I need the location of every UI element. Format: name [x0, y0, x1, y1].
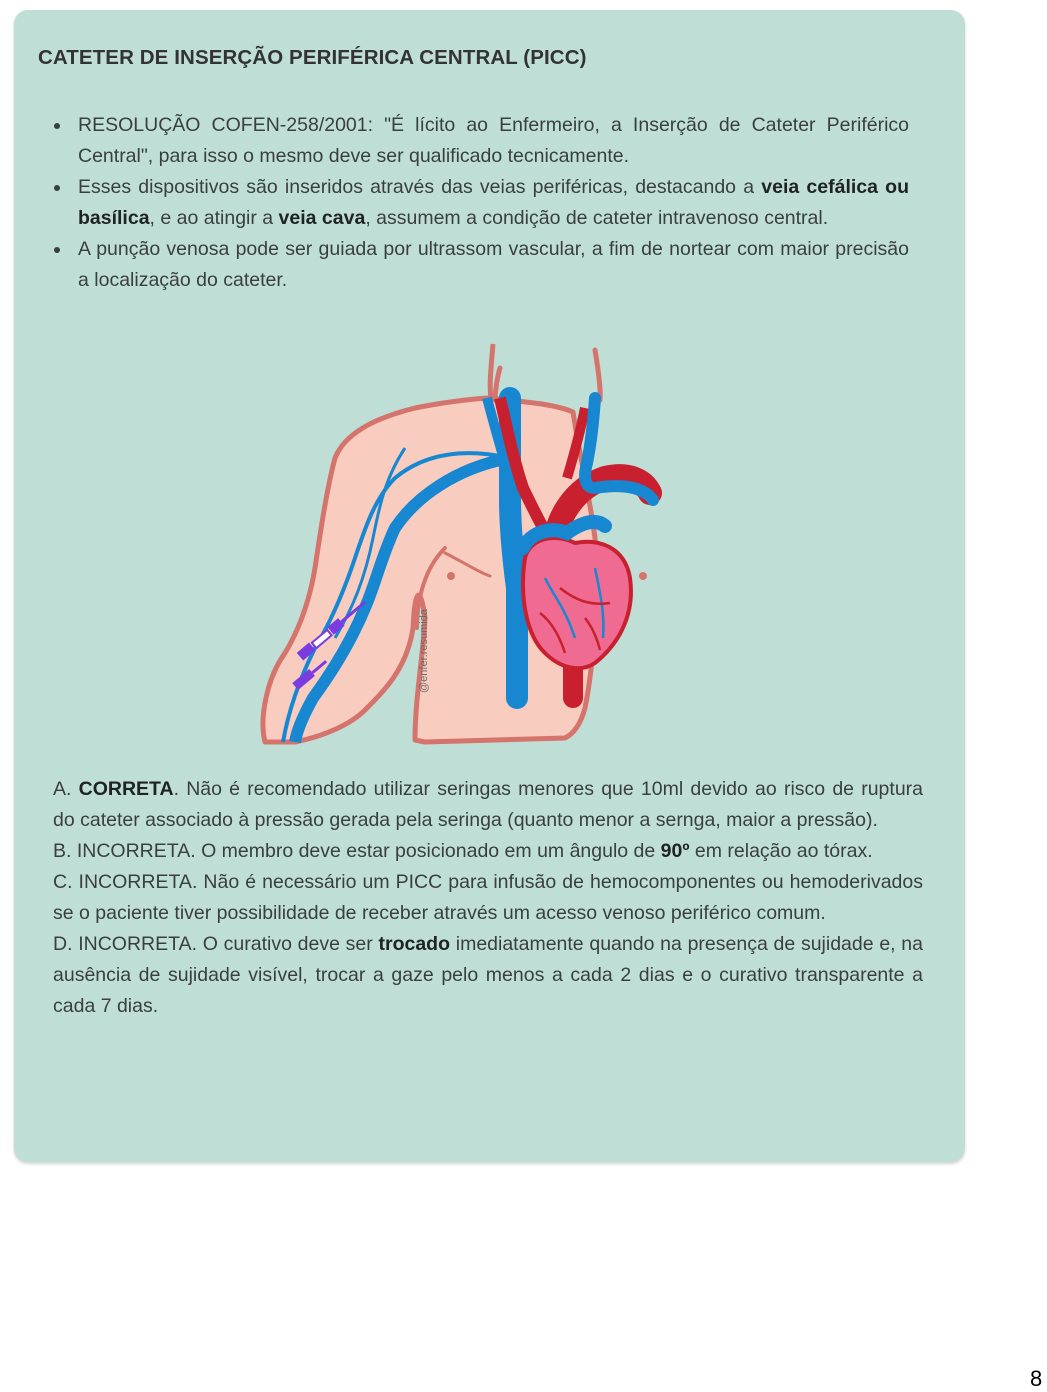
answer-a: A. CORRETA. Não é recomendado utilizar seringas menores que 10ml devido ao risco de ruptura do cateter associado à pressão gerada pela seringa (quanto menor a sernga, maior a pressão). — [53, 778, 923, 831]
bullet-item: Esses dispositivos são inseridos através das veias periféricas, destacando a veia cefálica ou basílica, e ao atingir a veia cava, assumem a condição de cateter intravenoso central. — [78, 172, 909, 234]
section-title: CATETER DE INSERÇÃO PERIFÉRICA CENTRAL (PICC) — [38, 46, 587, 69]
answer-b: B. INCORRETA. O membro deve estar posicionado em um ângulo de 90º em relação ao tórax. — [53, 840, 873, 862]
illustration-watermark: @enfer.resumida — [418, 609, 430, 693]
answer-c: C. INCORRETA. Não é necessário um PICC para infusão de hemocomponentes ou hemoderivados se o paciente tiver possibilidade de receber através um acesso venoso periférico comum. — [53, 871, 923, 924]
heart — [523, 538, 631, 668]
answer-d: D. INCORRETA. O curativo deve ser trocado imediatamente quando na presença de sujidade e, na ausência de sujidade visível, trocar a gaze pelo menos a cada 2 dias e o curativo transparente a cada 7 dias. — [53, 933, 923, 1017]
answers-block — [53, 774, 923, 1022]
picc-illustration — [255, 338, 665, 748]
bullet-item: RESOLUÇÃO COFEN-258/2001: "É lícito ao Enfermeiro, a Inserção de Cateter Periférico Central", para isso o mesmo deve ser qualificado tecnicamente. — [78, 110, 909, 172]
bullet-list — [78, 110, 909, 296]
page-number: 8 — [1030, 1366, 1043, 1391]
bullet-item: A punção venosa pode ser guiada por ultrassom vascular, a fim de nortear com maior precisão a localização do cateter. — [78, 234, 909, 296]
